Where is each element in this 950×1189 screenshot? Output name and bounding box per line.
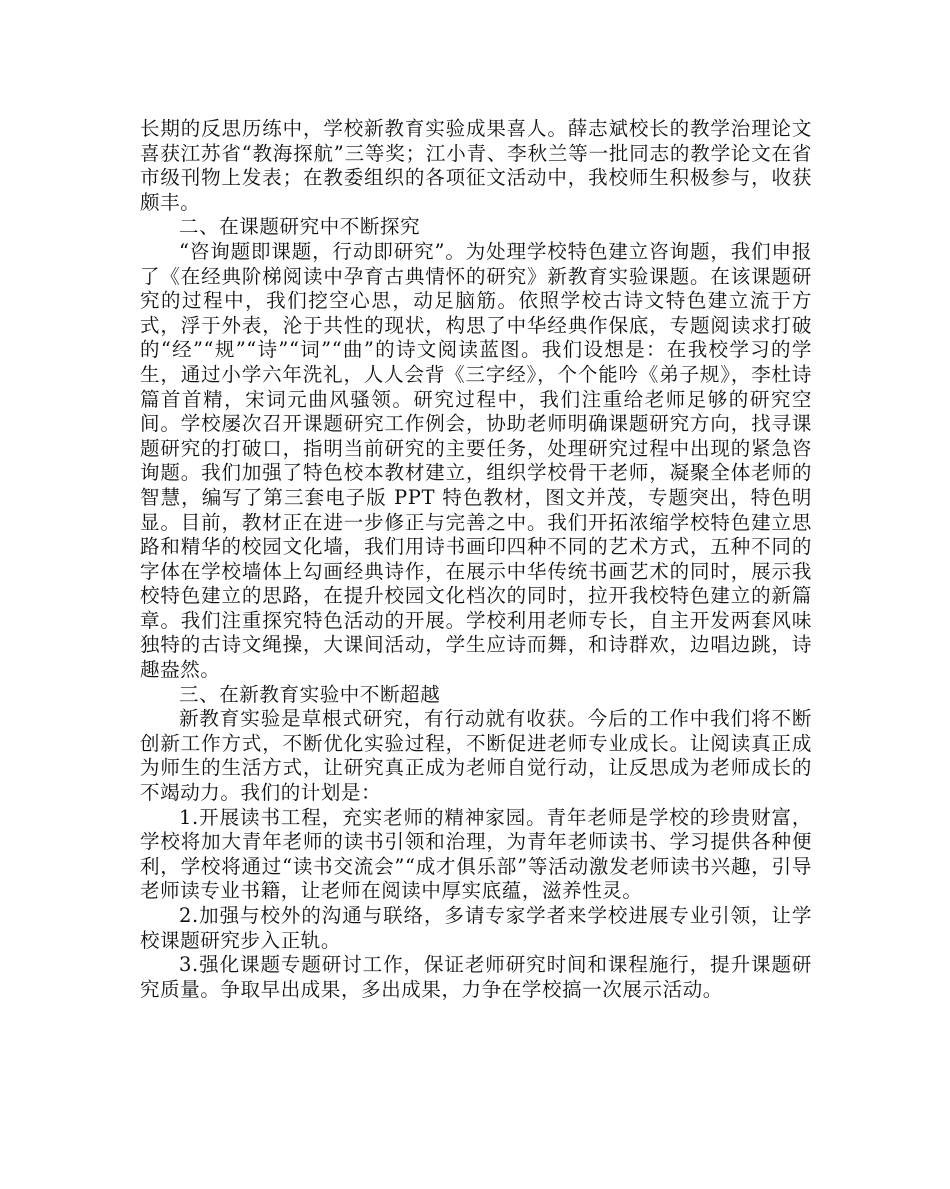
plan-item-1: 1.开展读书工程，充实老师的精神家园。青年老师是学校的珍贵财富，学校将加大青年老师的读书引领和治理，为青年老师读书、学习提供各种便利，学校将通过“读书交流会”“成才俱乐部”等活动激发老师读书兴趣，引导老师读专业书籍，让老师在阅读中厚实底蕴，滋养性灵。 — [140, 805, 812, 903]
plan-item-3: 3.强化课题专题研讨工作，保证老师研究时间和课程施行，提升课题研究质量。争取早出成果，多出成果，力争在学校搞一次展示活动。 — [140, 953, 812, 1001]
document-page — [140, 117, 812, 1002]
paragraph-research: “咨询题即课题，行动即研究”。为处理学校特色建立咨询题，我们申报了《在经典阶梯阅读中孕育古典情怀的研究》新教育实验课题。在该课题研究的过程中，我们挖空心思，动足脑筋。依照学校古诗文特色建立流于方式，浮于外表，沦于共性的现状，构思了中华经典作保底，专题阅读求打破的“经”“规”“诗”“词”“曲”的诗文阅读蓝图。我们设想是：在我校学习的学生，通过小学六年洗礼，人人会背《三字经》，个个能吟《弟子规》，李杜诗篇首首精，宋词元曲风骚领。研究过程中，我们注重给老师足够的研究空间。学校屡次召开课题研究工作例会，协助老师明确课题研究方向，找寻课题研究的打破口，指明当前研究的主要任务，处理研究过程中出现的紧急咨询题。我们加强了特色校本教材建立，组织学校骨干老师，凝聚全体老师的智慧，编写了第三套电子版 PPT 特色教材，图文并茂，专题突出，特色明显。目前，教材正在进一步修正与完善之中。我们开拓浓缩学校特色建立思路和精华的校园文化墙，我们用诗书画印四种不同的艺术方式，五种不同的字体在学校墙体上勾画经典诗作，在展示中华传统书画艺术的同时，展示我校特色建立的思路，在提升校园文化档次的同时，拉开我校特色建立的新篇章。我们注重探究特色活动的开展。学校利用老师专长，自主开发两套风味独特的古诗文绳操，大课间活动，学生应诗而舞，和诗群欢，边唱边跳，诗趣盎然。 — [140, 239, 812, 682]
plan-item-2: 2.加强与校外的沟通与联络，多请专家学者来学校进展专业引领，让学校课题研究步入正轨。 — [140, 904, 812, 952]
section-heading-3: 三、在新教育实验中不断超越 — [179, 682, 441, 706]
paragraph-plan-intro: 新教育实验是草根式研究，有行动就有收获。今后的工作中我们将不断创新工作方式，不断优化实验过程，不断促进老师专业成长。让阅读真正成为师生的生活方式，让研究真正成为老师自觉行动，让反思成为老师成长的不竭动力。我们的计划是： — [140, 707, 812, 805]
section-heading-2: 二、在课题研究中不断探究 — [179, 215, 421, 239]
paragraph-continuation: 长期的反思历练中，学校新教育实验成果喜人。薛志斌校长的教学治理论文喜获江苏省“教海探航”三等奖；江小青、李秋兰等一批同志的教学论文在省市级刊物上发表；在教委组织的各项征文活动中，我校师生积极参与，收获颇丰。 — [140, 117, 812, 214]
